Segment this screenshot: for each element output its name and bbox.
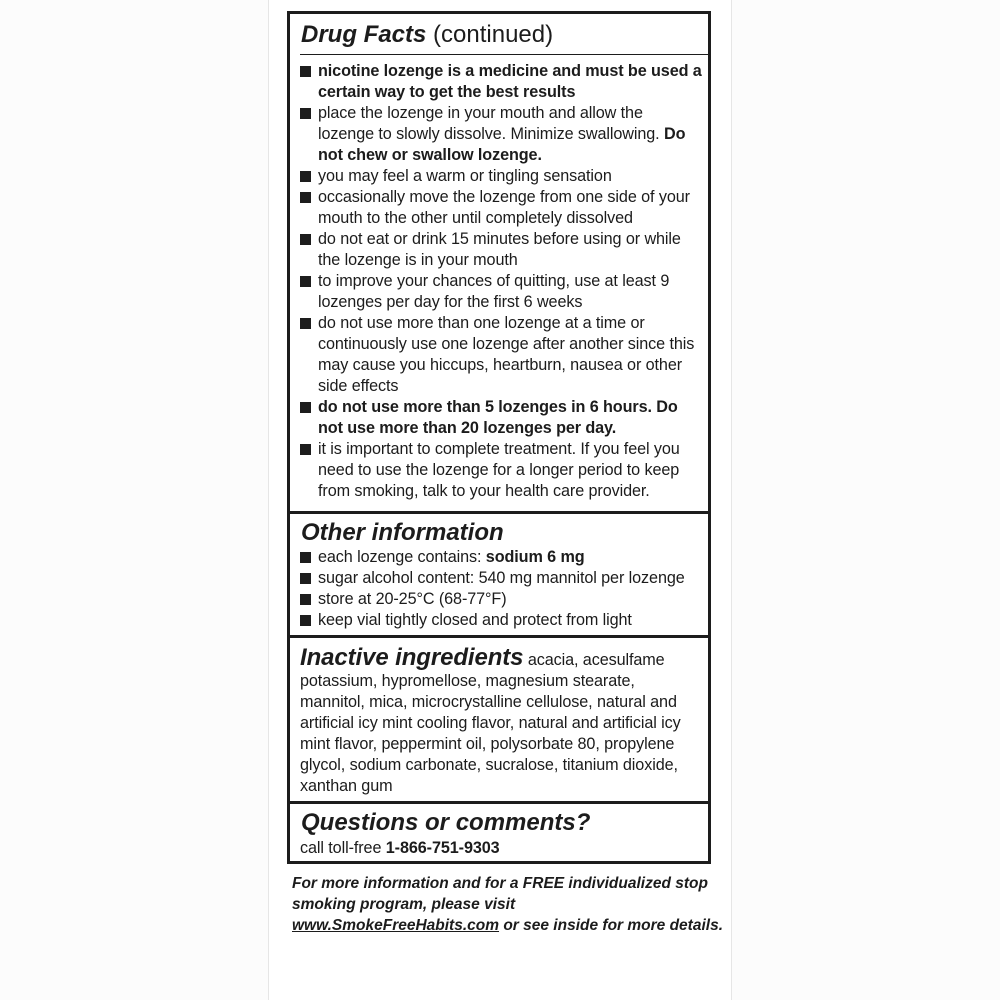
drug-facts-continued: (continued) xyxy=(433,21,554,48)
other-information-heading: Other information xyxy=(301,519,504,546)
list-item xyxy=(300,271,702,313)
title-rule xyxy=(300,54,708,55)
call-toll-free-label: call toll-free xyxy=(300,839,386,857)
background-left xyxy=(0,0,268,1000)
other-information-list xyxy=(300,547,702,631)
drug-facts-box xyxy=(287,11,711,864)
bold-text: sodium 6 mg xyxy=(485,548,585,566)
bullet-square-icon xyxy=(300,615,311,626)
list-item xyxy=(300,589,702,610)
list-item xyxy=(300,568,702,589)
drug-facts-heading: Drug Facts xyxy=(301,21,427,48)
inactive-ingredients-text: acacia, acesulfame potassium, hypromellose, magnesium stearate, mannitol, mica, microcrystalline cellulose, natural and artificial icy mint cooling flavor, natural and artificial icy mint flavor, peppermint oil, polysorbate 80, propylene glycol, sodium carbonate, sucralose, titanium dioxide, xanthan gum xyxy=(300,651,681,795)
bold-text: do not use more than 5 lozenges in 6 hours. Do not use more than 20 lozenges per day. xyxy=(318,398,678,437)
directions-list xyxy=(300,61,702,502)
drug-facts-title xyxy=(301,20,553,50)
item-text: occasionally move the lozenge from one side of your mouth to the other until completely dissolved xyxy=(318,188,690,227)
bullet-square-icon xyxy=(300,444,311,455)
item-text: place the lozenge in your mouth and allow the lozenge to slowly dissolve. Minimize swallowing. xyxy=(318,104,664,143)
website-link[interactable]: www.SmokeFreeHabits.com xyxy=(292,917,500,934)
bullet-square-icon xyxy=(300,171,311,182)
list-item xyxy=(300,187,702,229)
item-text: do not use more than one lozenge at a time or continuously use one lozenge after another since this may cause you hiccups, heartburn, nausea or other side effects xyxy=(318,314,695,395)
questions-title xyxy=(301,808,590,838)
bullet-square-icon xyxy=(300,552,311,563)
item-text: each lozenge contains: xyxy=(318,548,486,566)
bullet-square-icon xyxy=(300,402,311,413)
bullet-square-icon xyxy=(300,108,311,119)
footer-text-after: or see inside for more details. xyxy=(499,917,723,934)
item-text: keep vial tightly closed and protect from light xyxy=(318,611,632,629)
list-item xyxy=(300,547,702,568)
questions-section xyxy=(290,804,708,861)
bold-text: nicotine lozenge is a medicine and must be used a certain way to get the best results xyxy=(318,62,702,101)
drug-facts-section xyxy=(290,14,708,511)
bullet-square-icon xyxy=(300,573,311,584)
questions-heading: Questions or comments? xyxy=(301,809,591,836)
list-item xyxy=(300,229,702,271)
inactive-ingredients-section xyxy=(290,638,708,801)
other-information-title xyxy=(301,518,504,548)
other-information-section xyxy=(290,514,708,635)
bullet-square-icon xyxy=(300,192,311,203)
bullet-square-icon xyxy=(300,318,311,329)
list-item xyxy=(300,610,702,631)
questions-call-line xyxy=(300,838,702,859)
bullet-square-icon xyxy=(300,66,311,77)
bullet-square-icon xyxy=(300,594,311,605)
footer-text-before: For more information and for a FREE individualized stop smoking program, please visit xyxy=(292,875,708,913)
item-text: store at 20-25°C (68-77°F) xyxy=(318,590,507,608)
phone-number[interactable]: 1-866-751-9303 xyxy=(385,839,500,857)
bullet-square-icon xyxy=(300,276,311,287)
item-text: sugar alcohol content: 540 mg mannitol per lozenge xyxy=(318,569,685,587)
item-text: it is important to complete treatment. If you feel you need to use the lozenge for a longer period to keep from smoking, talk to your health care provider. xyxy=(318,440,680,500)
list-item xyxy=(300,439,702,502)
item-text: do not eat or drink 15 minutes before using or while the lozenge is in your mouth xyxy=(318,230,681,269)
list-item xyxy=(300,61,702,103)
item-text: you may feel a warm or tingling sensation xyxy=(318,167,612,185)
bullet-square-icon xyxy=(300,234,311,245)
bold-text: Do not chew or swallow lozenge. xyxy=(318,125,686,164)
footer-note xyxy=(292,873,724,936)
list-item xyxy=(300,103,702,166)
background-right xyxy=(732,0,1000,1000)
list-item xyxy=(300,397,702,439)
list-item xyxy=(300,166,702,187)
list-item xyxy=(300,313,702,397)
item-text: to improve your chances of quitting, use at least 9 lozenges per day for the first 6 weeks xyxy=(318,272,670,311)
inactive-ingredients-paragraph xyxy=(300,644,702,797)
inactive-ingredients-heading: Inactive ingredients xyxy=(300,644,524,671)
